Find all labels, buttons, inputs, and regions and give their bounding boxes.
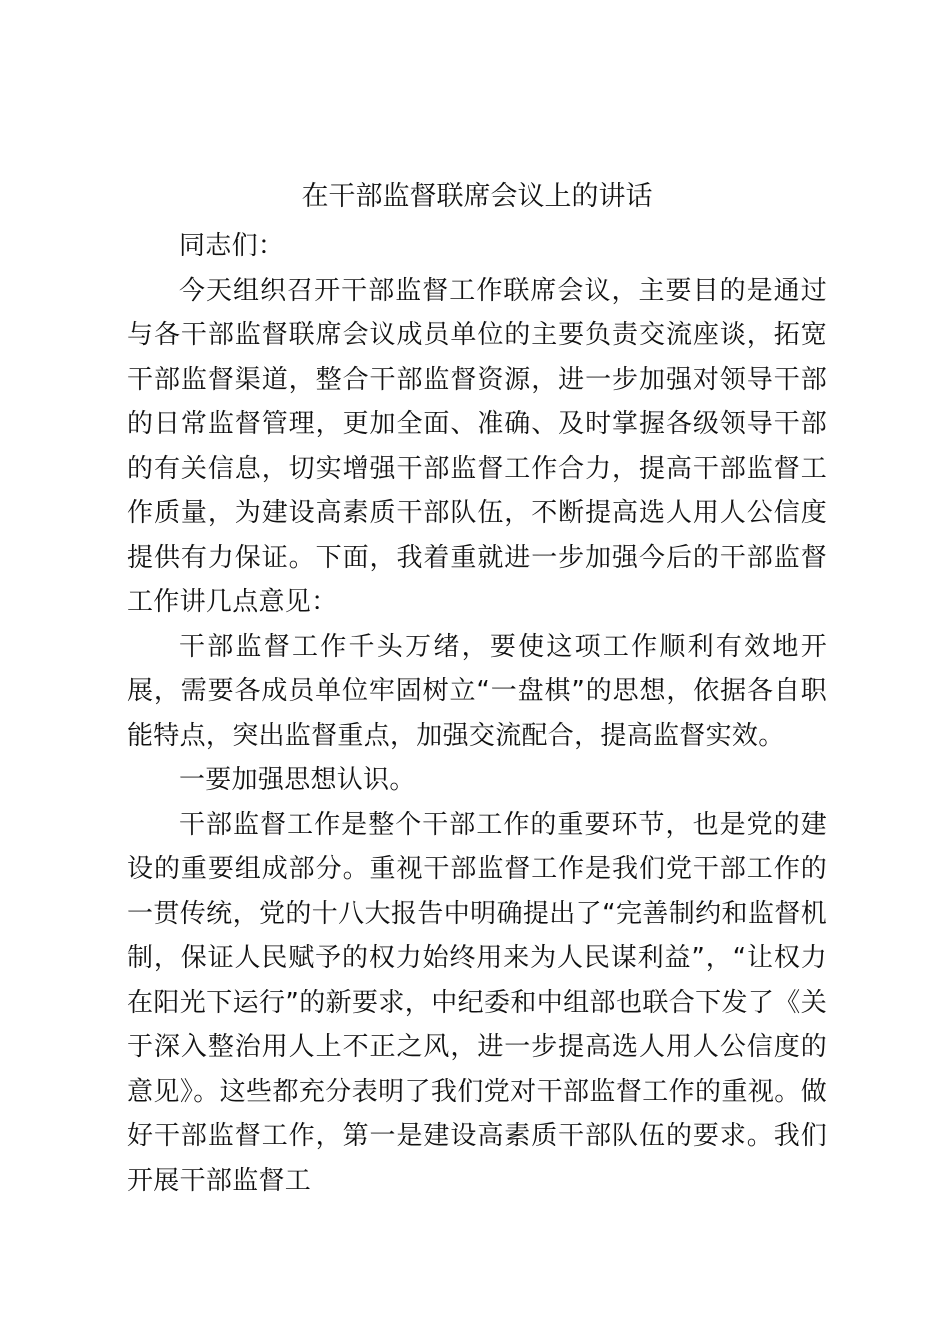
- section-heading-1: 一要加强思想认识。: [179, 765, 416, 795]
- paragraph-overview: 干部监督工作千头万绪，要使这项工作顺利有效地开展，需要各成员单位牢固树立“一盘棋”的思想，依据各自职能特点，突出监督重点，加强交流配合，提高监督实效。: [127, 631, 827, 751]
- document-body: [127, 170, 827, 1203]
- document-title: 在干部监督联席会议上的讲话: [301, 181, 653, 212]
- paragraph-intro: 今天组织召开干部监督工作联席会议，主要目的是通过与各干部监督联席会议成员单位的主要负责交流座谈，拓宽干部监督渠道，整合干部监督资源，进一步加强对领导干部的日常监督管理，更加全面、准确、及时掌握各级领导干部的有关信息，切实增强干部监督工作合力，提高干部监督工作质量，为建设高素质干部队伍，不断提高选人用人公信度提供有力保证。下面，我着重就进一步加强今后的干部监督工作讲几点意见：: [127, 275, 827, 617]
- paragraph-section-1: 干部监督工作是整个干部工作的重要环节，也是党的建设的重要组成部分。重视干部监督工作是我们党干部工作的一贯传统，党的十八大报告中明确提出了“完善制约和监督机制，保证人民赋予的权力始终用来为人民谋利益”，“让权力在阳光下运行”的新要求，中纪委和中组部也联合下发了《关于深入整治用人上不正之风，进一步提高选人用人公信度的意见》。这些都充分表明了我们党对干部监督工作的重视。做好干部监督工作，第一是建设高素质干部队伍的要求。我们开展干部监督工: [127, 809, 827, 1196]
- salutation: 同志们：: [179, 231, 285, 261]
